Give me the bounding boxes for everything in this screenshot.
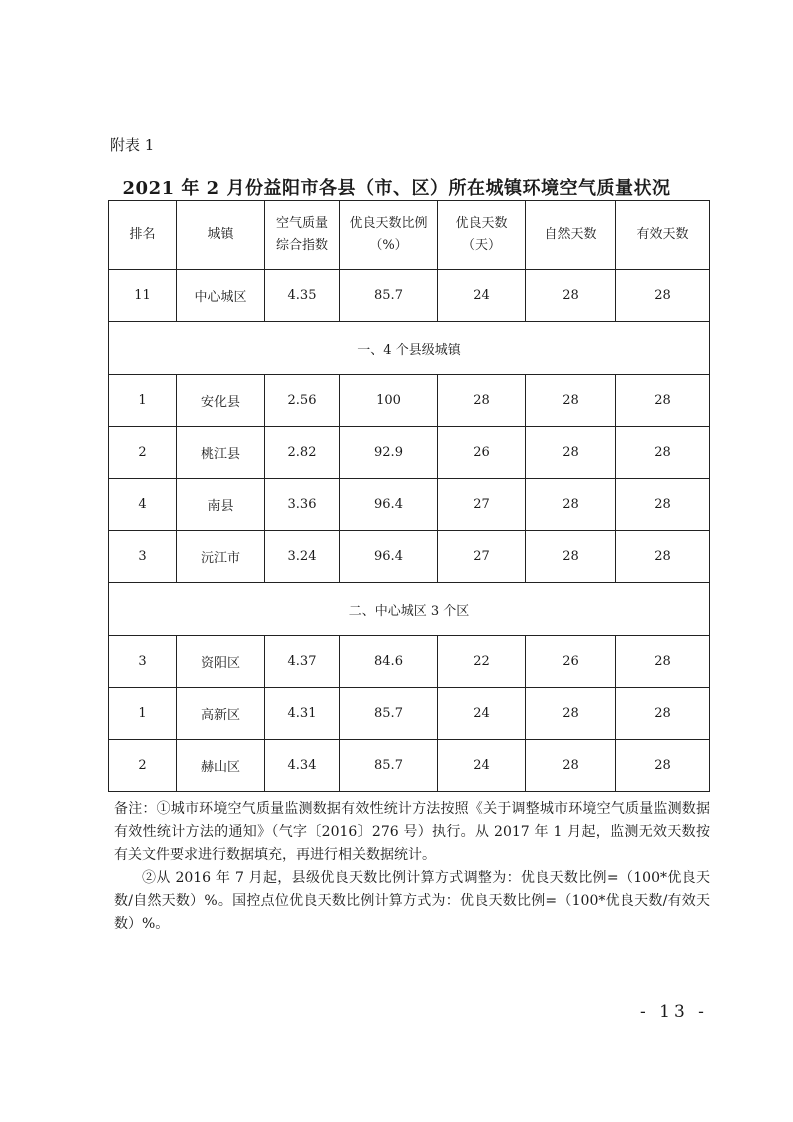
cell-good-days: 27 <box>438 531 526 583</box>
header-valid-days: 有效天数 <box>616 201 710 270</box>
cell-good-days: 24 <box>438 270 526 322</box>
cell-valid-days: 28 <box>616 427 710 479</box>
cell-aqi: 2.56 <box>265 375 340 427</box>
cell-town: 高新区 <box>177 688 265 740</box>
cell-good-ratio: 100 <box>340 375 438 427</box>
cell-town: 资阳区 <box>177 636 265 688</box>
cell-good-ratio: 96.4 <box>340 479 438 531</box>
cell-good-ratio: 92.9 <box>340 427 438 479</box>
cell-town: 赫山区 <box>177 740 265 792</box>
cell-aqi: 2.82 <box>265 427 340 479</box>
cell-town: 沅江市 <box>177 531 265 583</box>
cell-rank: 3 <box>109 531 177 583</box>
cell-good-days: 27 <box>438 479 526 531</box>
header-good-ratio: 优良天数比例 （%） <box>340 201 438 270</box>
cell-good-days: 22 <box>438 636 526 688</box>
cell-good-days: 24 <box>438 740 526 792</box>
cell-good-ratio: 84.6 <box>340 636 438 688</box>
air-quality-table <box>108 200 710 792</box>
cell-rank: 2 <box>109 427 177 479</box>
cell-natural-days: 28 <box>526 375 616 427</box>
cell-aqi: 4.35 <box>265 270 340 322</box>
table-row <box>109 427 710 479</box>
header-natural-days: 自然天数 <box>526 201 616 270</box>
table-header-row <box>109 201 710 270</box>
cell-natural-days: 28 <box>526 270 616 322</box>
cell-good-ratio: 96.4 <box>340 531 438 583</box>
section-title: 一、4 个县级城镇 <box>109 322 710 375</box>
cell-natural-days: 26 <box>526 636 616 688</box>
attachment-label: 附表 1 <box>110 136 155 154</box>
cell-rank: 1 <box>109 375 177 427</box>
cell-town: 安化县 <box>177 375 265 427</box>
note-2: ②从 2016 年 7 月起，县级优良天数比例计算方式调整为：优良天数比例=（100*优良天数/自然天数）%。国控点位优良天数比例计算方式为：优良天数比例=（100*优良天数/有效天数）%。 <box>114 870 710 932</box>
cell-natural-days: 28 <box>526 531 616 583</box>
cell-aqi: 3.24 <box>265 531 340 583</box>
table-row <box>109 375 710 427</box>
page-number: - 13 - <box>640 1002 708 1022</box>
cell-aqi: 4.31 <box>265 688 340 740</box>
cell-rank: 3 <box>109 636 177 688</box>
header-good-days: 优良天数 （天） <box>438 201 526 270</box>
cell-aqi: 4.37 <box>265 636 340 688</box>
cell-valid-days: 28 <box>616 636 710 688</box>
cell-good-ratio: 85.7 <box>340 688 438 740</box>
cell-valid-days: 28 <box>616 375 710 427</box>
document-title: 2021 年 2 月份益阳市各县（市、区）所在城镇环境空气质量状况 <box>122 178 671 199</box>
header-aqi: 空气质量 综合指数 <box>265 201 340 270</box>
table-row <box>109 479 710 531</box>
cell-valid-days: 28 <box>616 479 710 531</box>
section-row-districts <box>109 583 710 636</box>
cell-town: 桃江县 <box>177 427 265 479</box>
cell-natural-days: 28 <box>526 479 616 531</box>
cell-rank: 4 <box>109 479 177 531</box>
cell-good-days: 26 <box>438 427 526 479</box>
cell-rank: 2 <box>109 740 177 792</box>
table-row <box>109 636 710 688</box>
header-town: 城镇 <box>177 201 265 270</box>
cell-natural-days: 28 <box>526 740 616 792</box>
cell-aqi: 3.36 <box>265 479 340 531</box>
cell-valid-days: 28 <box>616 531 710 583</box>
table-row <box>109 531 710 583</box>
notes-block <box>114 798 710 936</box>
cell-rank: 1 <box>109 688 177 740</box>
cell-town: 中心城区 <box>177 270 265 322</box>
note-1: 备注：①城市环境空气质量监测数据有效性统计方法按照《关于调整城市环境空气质量监测数据有效性统计方法的通知》（气字〔2016〕276 号）执行。从 2017 年 1 月起，监测无效天数按有关文件要求进行数据填充，再进行相关数据统计。 <box>114 801 710 863</box>
table-row <box>109 740 710 792</box>
section-title: 二、中心城区 3 个区 <box>109 583 710 636</box>
cell-good-days: 24 <box>438 688 526 740</box>
cell-good-ratio: 85.7 <box>340 740 438 792</box>
table-row-center-city <box>109 270 710 322</box>
table-row <box>109 688 710 740</box>
cell-valid-days: 28 <box>616 740 710 792</box>
cell-valid-days: 28 <box>616 688 710 740</box>
cell-valid-days: 28 <box>616 270 710 322</box>
cell-good-days: 28 <box>438 375 526 427</box>
header-rank: 排名 <box>109 201 177 270</box>
cell-natural-days: 28 <box>526 427 616 479</box>
cell-rank: 11 <box>109 270 177 322</box>
cell-natural-days: 28 <box>526 688 616 740</box>
section-row-counties <box>109 322 710 375</box>
cell-aqi: 4.34 <box>265 740 340 792</box>
cell-town: 南县 <box>177 479 265 531</box>
cell-good-ratio: 85.7 <box>340 270 438 322</box>
